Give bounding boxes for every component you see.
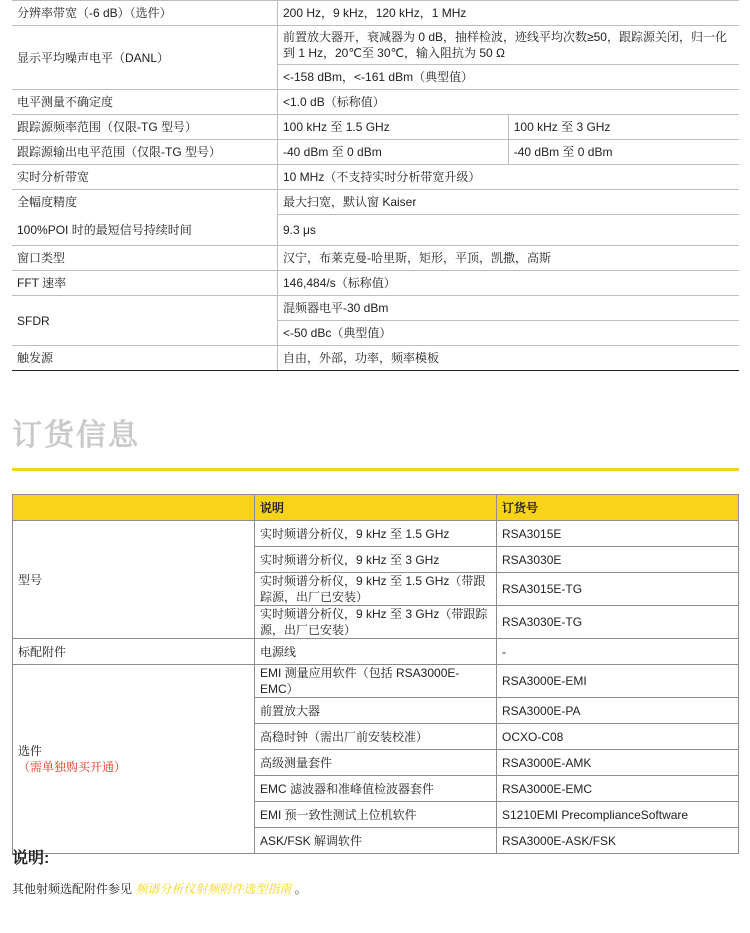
- item-order-number: RSA3000E-ASK/FSK: [497, 828, 739, 854]
- spec-value: 100 kHz 至 3 GHz: [508, 115, 739, 140]
- spec-label: FFT 速率: [12, 271, 278, 296]
- spec-value: 自由，外部，功率，频率模板: [278, 346, 740, 371]
- header-blank: [13, 495, 255, 521]
- spec-label: 显示平均噪声电平（DANL）: [12, 26, 278, 90]
- spec-label: 100%POI 时的最短信号持续时间: [12, 215, 278, 246]
- spec-value: 混频器电平-30 dBm: [278, 296, 740, 321]
- item-description: 电源线: [255, 639, 497, 665]
- item-description: EMI 预一致性测试上位机软件: [255, 802, 497, 828]
- item-description: 实时频谱分析仪，9 kHz 至 1.5 GHz: [255, 521, 497, 547]
- spec-value: 汉宁，布莱克曼-哈里斯，矩形，平顶，凯撒，高斯: [278, 246, 740, 271]
- notes-text-after: 。: [294, 882, 307, 896]
- item-order-number: RSA3015E-TG: [497, 573, 739, 606]
- spec-table: [12, 0, 739, 371]
- item-order-number: OCXO-C08: [497, 724, 739, 750]
- category-label: 型号: [13, 521, 255, 639]
- spec-label: 分辨率带宽（-6 dB）（选件）: [12, 1, 278, 26]
- spec-label: 电平测量不确定度: [12, 90, 278, 115]
- item-description: 高稳时钟（需出厂前安装校准）: [255, 724, 497, 750]
- item-description: EMI 测量应用软件（包括 RSA3000E-EMC）: [255, 665, 497, 698]
- purchase-note: （需单独购买开通）: [18, 760, 127, 774]
- item-order-number: RSA3000E-PA: [497, 698, 739, 724]
- spec-value: 200 Hz，9 kHz，120 kHz，1 MHz: [278, 1, 740, 26]
- item-order-number: -: [497, 639, 739, 665]
- spec-value: 10 MHz（不支持实时分析带宽升级）: [278, 165, 740, 190]
- notes-text-before: 其他射频选配附件参见: [12, 882, 133, 896]
- category-label-options: [13, 665, 255, 854]
- spec-value: <-158 dBm，<-161 dBm（典型值）: [278, 65, 740, 90]
- item-description: ASK/FSK 解调软件: [255, 828, 497, 854]
- spec-value: <-50 dBc（典型值）: [278, 321, 740, 346]
- item-description: EMC 滤波器和准峰值检波器套件: [255, 776, 497, 802]
- spec-label: 实时分析带宽: [12, 165, 278, 190]
- item-order-number: S1210EMI PrecomplianceSoftware: [497, 802, 739, 828]
- spec-value: 最大扫宽，默认窗 Kaiser: [278, 190, 740, 215]
- spec-value: 前置放大器开，衰减器为 0 dB，抽样检波，迹线平均次数≥50，跟踪源关闭，归一化到 1 Hz，20℃至 30℃，输入阻抗为 50 Ω: [278, 26, 740, 65]
- spec-label: 全幅度精度: [12, 190, 278, 215]
- category-label: 选件: [18, 744, 43, 758]
- section-title: 订货信息: [12, 419, 140, 452]
- category-label: 标配附件: [13, 639, 255, 665]
- spec-label: 触发源: [12, 346, 278, 371]
- item-description: 高级测量套件: [255, 750, 497, 776]
- spec-label: 跟踪源输出电平范围（仅限-TG 型号）: [12, 140, 278, 165]
- item-description: 实时频谱分析仪，9 kHz 至 3 GHz（带跟踪源，出厂已安装）: [255, 606, 497, 639]
- spec-label: 跟踪源频率范围（仅限-TG 型号）: [12, 115, 278, 140]
- item-description: 实时频谱分析仪，9 kHz 至 1.5 GHz（带跟踪源，出厂已安装）: [255, 573, 497, 606]
- header-description: 说明: [255, 495, 497, 521]
- item-order-number: RSA3015E: [497, 521, 739, 547]
- spec-value: -40 dBm 至 0 dBm: [508, 140, 739, 165]
- item-order-number: RSA3000E-AMK: [497, 750, 739, 776]
- accessory-guide-link[interactable]: 频谱分析仪射频附件选型指南: [135, 882, 292, 896]
- header-order-number: 订货号: [497, 495, 739, 521]
- item-order-number: RSA3000E-EMC: [497, 776, 739, 802]
- spec-value: 100 kHz 至 1.5 GHz: [278, 115, 509, 140]
- section-divider: [12, 468, 739, 471]
- item-description: 前置放大器: [255, 698, 497, 724]
- spec-value: 146,484/s（标称值）: [278, 271, 740, 296]
- ordering-table: [12, 494, 739, 854]
- item-order-number: RSA3030E: [497, 547, 739, 573]
- spec-value: -40 dBm 至 0 dBm: [278, 140, 509, 165]
- spec-label: SFDR: [12, 296, 278, 346]
- notes-title: 说明:: [12, 850, 50, 867]
- spec-value: <1.0 dB（标称值）: [278, 90, 740, 115]
- item-order-number: RSA3000E-EMI: [497, 665, 739, 698]
- spec-value: 9.3 μs: [278, 215, 740, 246]
- spec-label: 窗口类型: [12, 246, 278, 271]
- item-description: 实时频谱分析仪，9 kHz 至 3 GHz: [255, 547, 497, 573]
- notes-text: [12, 880, 307, 897]
- item-order-number: RSA3030E-TG: [497, 606, 739, 639]
